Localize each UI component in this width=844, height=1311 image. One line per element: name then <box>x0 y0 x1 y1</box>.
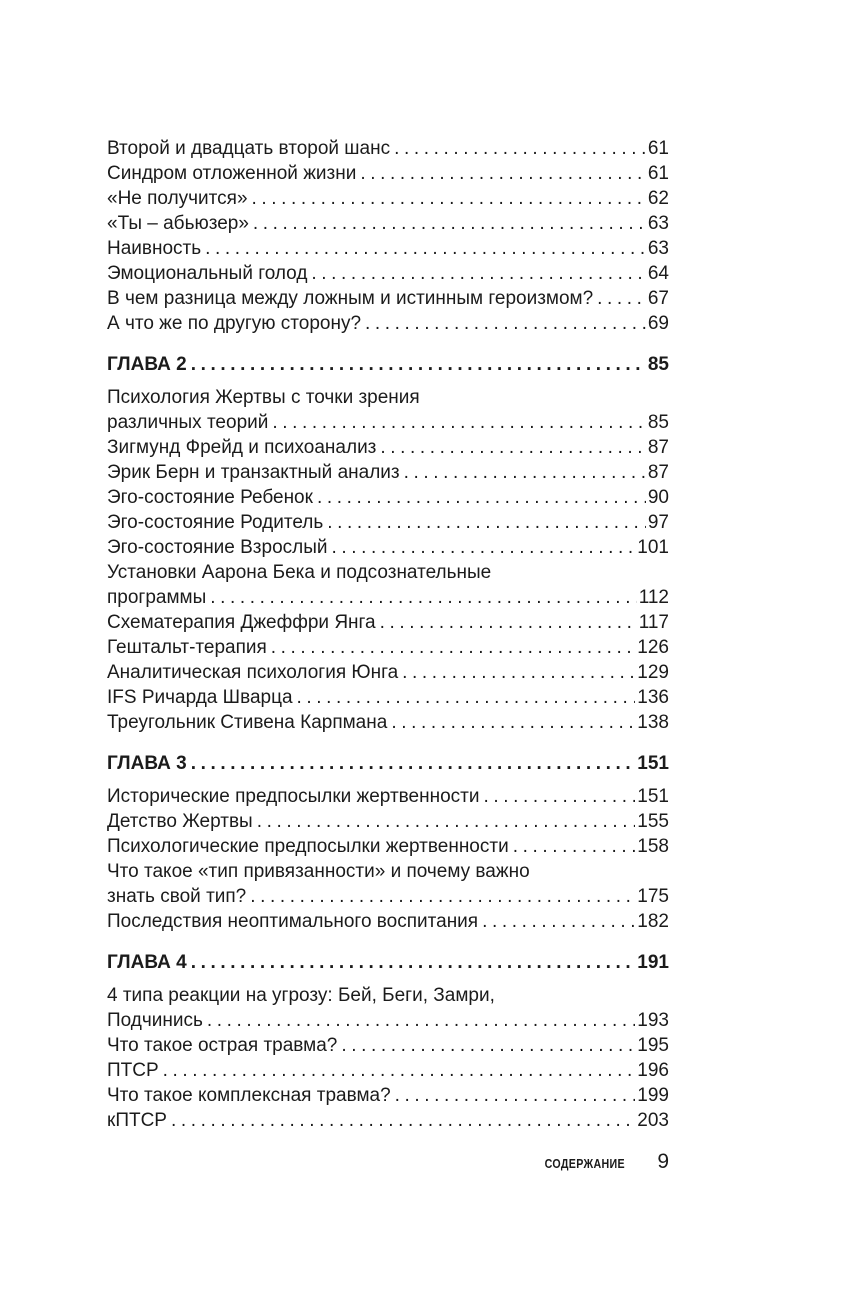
toc-entry-title: Схематерапия Джеффри Янга <box>107 612 376 633</box>
toc-entry <box>107 136 669 161</box>
toc-entry-title: Эго-состояние Взрослый <box>107 537 328 558</box>
dot-leader <box>171 1108 635 1133</box>
toc-entry <box>107 884 669 909</box>
table-of-contents <box>107 136 669 1133</box>
toc-entry-page: 64 <box>647 263 669 284</box>
toc-entry-page: 151 <box>637 786 669 807</box>
dot-leader <box>360 161 646 186</box>
toc-entry <box>107 510 669 535</box>
toc-entry <box>107 784 669 809</box>
dot-leader <box>163 1058 636 1083</box>
dot-leader <box>365 311 646 336</box>
dot-leader <box>341 1033 635 1058</box>
toc-entry-title: Гештальт-терапия <box>107 637 267 658</box>
toc-entry-title: различных теорий <box>107 412 269 433</box>
toc-entry-page: 67 <box>647 288 669 309</box>
dot-leader <box>317 485 646 510</box>
dot-leader <box>191 352 646 377</box>
dot-leader <box>391 710 635 735</box>
toc-entry-title: Эго-состояние Ребенок <box>107 487 313 508</box>
toc-entry-page: 63 <box>647 238 669 259</box>
toc-entry <box>107 460 669 485</box>
toc-chapter-page: 85 <box>647 354 669 375</box>
toc-entry <box>107 186 669 211</box>
toc-entry-continued <box>107 859 669 884</box>
toc-entry-page: 97 <box>647 512 669 533</box>
toc-entry-title: Что такое «тип привязанности» и почему важно <box>107 861 530 882</box>
toc-entry-page: 158 <box>637 836 669 857</box>
toc-entry-title: Что такое острая травма? <box>107 1035 338 1056</box>
toc-entry-page: 155 <box>637 811 669 832</box>
toc-chapter-heading <box>107 352 669 377</box>
toc-entry <box>107 610 669 635</box>
footer-page-number: 9 <box>657 1150 669 1173</box>
toc-entry-title: Второй и двадцать второй шанс <box>107 138 391 159</box>
toc-chapter-heading <box>107 950 669 975</box>
toc-entry <box>107 261 669 286</box>
dot-leader <box>297 685 636 710</box>
toc-entry-page: 182 <box>637 911 669 932</box>
dot-leader <box>395 1083 636 1108</box>
toc-entry-page: 61 <box>647 163 669 184</box>
dot-leader <box>207 1008 635 1033</box>
toc-entry-continued <box>107 983 669 1008</box>
toc-entry-title: А что же по другую сторону? <box>107 313 362 334</box>
toc-entry-title: «Не получится» <box>107 188 248 209</box>
toc-entry-title: Синдром отложенной жизни <box>107 163 357 184</box>
toc-entry-continued <box>107 560 669 585</box>
toc-entry-title: Что такое комплексная травма? <box>107 1085 391 1106</box>
toc-entry <box>107 485 669 510</box>
footer-section-label: СОДЕРЖАНИЕ <box>544 1156 626 1171</box>
toc-entry-page: 85 <box>647 412 669 433</box>
toc-entry <box>107 311 669 336</box>
toc-chapter-title: ГЛАВА 3 <box>107 753 187 774</box>
toc-entry-title: Аналитическая психология Юнга <box>107 662 399 683</box>
toc-entry-page: 195 <box>637 1035 669 1056</box>
toc-entry-title: Эго-состояние Родитель <box>107 512 324 533</box>
toc-entry-title: Исторические предпосылки жертвенности <box>107 786 480 807</box>
toc-entry <box>107 710 669 735</box>
dot-leader <box>404 460 646 485</box>
toc-entry-page: 117 <box>638 612 669 633</box>
toc-entry-title: Психология Жертвы с точки зрения <box>107 387 420 408</box>
toc-entry <box>107 909 669 934</box>
dot-leader <box>252 186 646 211</box>
toc-chapter-title: ГЛАВА 2 <box>107 354 187 375</box>
toc-entry-page: 126 <box>637 637 669 658</box>
toc-entry-page: 199 <box>637 1085 669 1106</box>
dot-leader <box>402 660 635 685</box>
toc-entry-title: Наивность <box>107 238 202 259</box>
toc-entry-title: «Ты – абьюзер» <box>107 213 249 234</box>
toc-entry-title: кПТСР <box>107 1110 167 1131</box>
dot-leader <box>327 510 646 535</box>
dot-leader <box>272 410 645 435</box>
toc-entry-title: Подчинись <box>107 1010 203 1031</box>
toc-entry-title: Треугольник Стивена Карпмана <box>107 712 388 733</box>
toc-entry-title: Эмоциональный голод <box>107 263 308 284</box>
dot-leader <box>332 535 636 560</box>
toc-entry <box>107 1058 669 1083</box>
dot-leader <box>597 286 646 311</box>
toc-entry <box>107 236 669 261</box>
dot-leader <box>380 610 637 635</box>
toc-section <box>107 352 669 735</box>
toc-entry-title: ПТСР <box>107 1060 159 1081</box>
toc-entry-page: 203 <box>637 1110 669 1131</box>
toc-entry <box>107 1008 669 1033</box>
toc-entry-page: 138 <box>637 712 669 733</box>
toc-entry <box>107 1083 669 1108</box>
toc-entry <box>107 635 669 660</box>
toc-entry-title: программы <box>107 587 207 608</box>
toc-entry-title: Детство Жертвы <box>107 811 253 832</box>
toc-entry <box>107 435 669 460</box>
dot-leader <box>191 751 636 776</box>
toc-entry-title: Установки Аарона Бека и подсознательные <box>107 562 492 583</box>
toc-entry-page: 69 <box>647 313 669 334</box>
toc-section <box>107 751 669 934</box>
toc-entry-page: 193 <box>637 1010 669 1031</box>
toc-entry-page: 90 <box>647 487 669 508</box>
toc-entry-page: 62 <box>647 188 669 209</box>
toc-entry-page: 63 <box>647 213 669 234</box>
page-footer <box>107 1150 669 1174</box>
toc-entry <box>107 585 669 610</box>
toc-entry <box>107 1033 669 1058</box>
toc-entry <box>107 161 669 186</box>
toc-entry-title: В чем разница между ложным и истинным героизмом? <box>107 288 594 309</box>
toc-entry <box>107 834 669 859</box>
toc-entry-page: 112 <box>638 587 669 608</box>
toc-entry-title: 4 типа реакции на угрозу: Бей, Беги, Замри, <box>107 985 495 1006</box>
dot-leader <box>513 834 636 859</box>
toc-entry-title: IFS Ричарда Шварца <box>107 687 293 708</box>
dot-leader <box>253 211 646 236</box>
dot-leader <box>257 809 636 834</box>
toc-entry <box>107 211 669 236</box>
dot-leader <box>271 635 636 660</box>
toc-section <box>107 136 669 336</box>
toc-entry-title: Эрик Берн и транзактный анализ <box>107 462 400 483</box>
dot-leader <box>482 909 635 934</box>
toc-section <box>107 950 669 1133</box>
toc-entry-title: Последствия неоптимального воспитания <box>107 911 479 932</box>
dot-leader <box>250 884 635 909</box>
toc-entry-title: знать свой тип? <box>107 886 247 907</box>
dot-leader <box>311 261 645 286</box>
toc-entry-page: 61 <box>647 138 669 159</box>
toc-entry-continued <box>107 385 669 410</box>
dot-leader <box>191 950 636 975</box>
toc-chapter-page: 191 <box>637 952 669 973</box>
dot-leader <box>394 136 646 161</box>
toc-entry <box>107 286 669 311</box>
toc-chapter-title: ГЛАВА 4 <box>107 952 187 973</box>
toc-entry-title: Зигмунд Фрейд и психоанализ <box>107 437 377 458</box>
toc-entry <box>107 535 669 560</box>
toc-entry-page: 175 <box>637 886 669 907</box>
toc-entry <box>107 410 669 435</box>
dot-leader <box>205 236 646 261</box>
toc-entry <box>107 809 669 834</box>
toc-entry-page: 101 <box>637 537 669 558</box>
toc-entry-page: 87 <box>647 437 669 458</box>
toc-entry-page: 129 <box>637 662 669 683</box>
toc-entry <box>107 660 669 685</box>
toc-entry <box>107 1108 669 1133</box>
toc-entry <box>107 685 669 710</box>
toc-entry-title: Психологические предпосылки жертвенности <box>107 836 509 857</box>
toc-entry-page: 87 <box>647 462 669 483</box>
toc-chapter-page: 151 <box>637 753 669 774</box>
dot-leader <box>380 435 645 460</box>
dot-leader <box>483 784 635 809</box>
dot-leader <box>210 585 636 610</box>
toc-chapter-heading <box>107 751 669 776</box>
toc-entry-page: 136 <box>637 687 669 708</box>
toc-entry-page: 196 <box>637 1060 669 1081</box>
